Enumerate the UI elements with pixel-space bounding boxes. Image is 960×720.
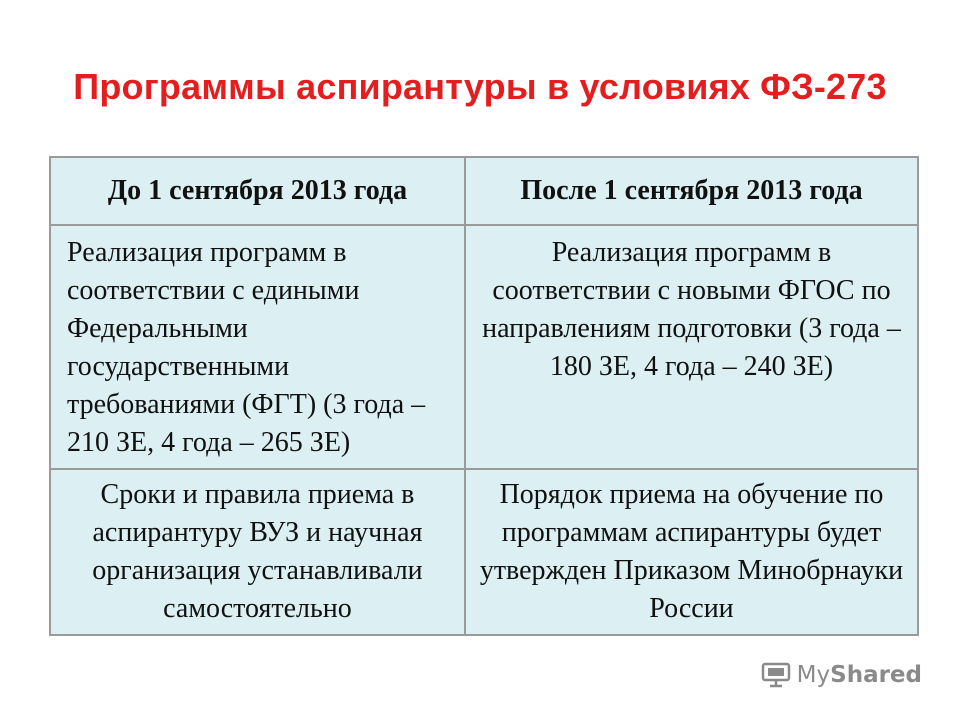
table-row	[50, 225, 918, 469]
cell-after-programs: Реализация программ в соответствии с новыми ФГОС по направлениям подготовки (3 года – 180 ЗЕ, 4 года – 240 ЗЕ)	[465, 225, 918, 469]
cell-after-admission: Порядок приема на обучение по программам аспирантуры будет утвержден Приказом Минобрнауки России	[465, 469, 918, 635]
watermark-text: MyShared	[796, 662, 922, 688]
header-after: После 1 сентября 2013 года	[465, 157, 918, 225]
cell-before-programs: Реализация программ в соответствии с едиными Федеральными государственными требованиями (ФГТ) (3 года – 210 ЗЕ, 4 года – 265 ЗЕ)	[50, 225, 465, 469]
slide-title: Программы аспирантуры в условиях ФЗ-273	[73, 66, 887, 107]
cell-before-admission: Сроки и правила приема в аспирантуру ВУЗ и научная организация устанавливали самостоятельно	[50, 469, 465, 635]
watermark	[761, 662, 922, 688]
table-row	[50, 469, 918, 635]
presentation-icon	[761, 662, 791, 688]
table-header-row	[50, 157, 918, 225]
header-before: До 1 сентября 2013 года	[50, 157, 465, 225]
comparison-table	[49, 156, 919, 636]
